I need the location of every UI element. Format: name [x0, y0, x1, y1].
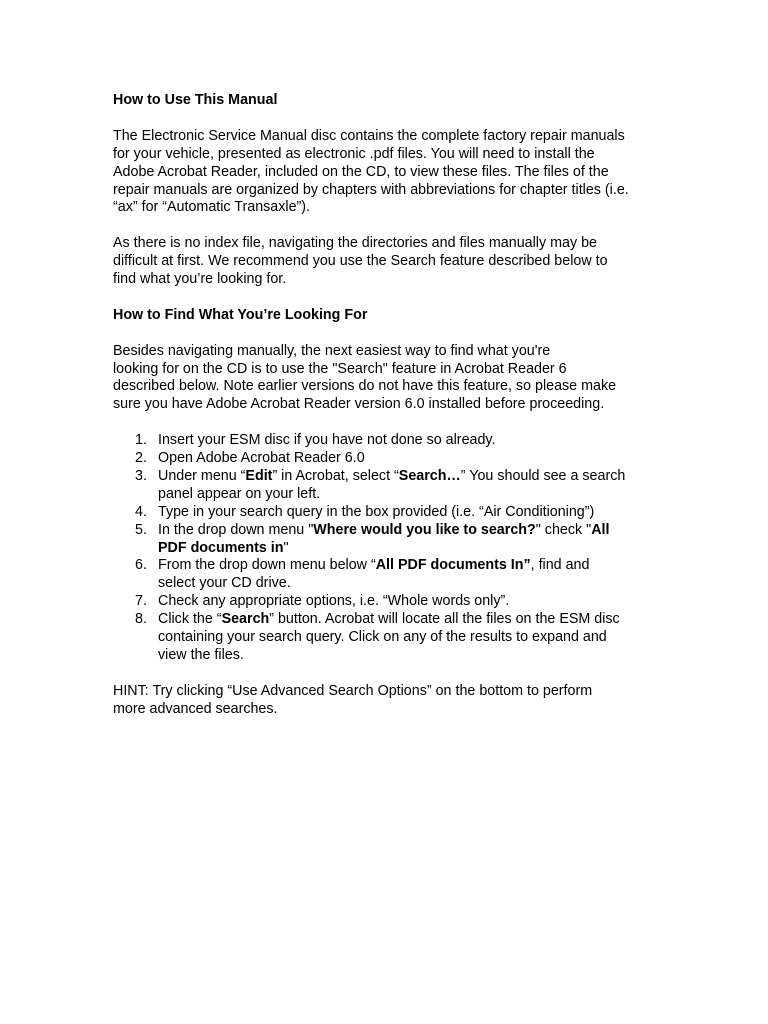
- all-pdf-term: All: [591, 521, 610, 538]
- list-number: 3.: [135, 467, 147, 484]
- list-number: 6.: [135, 557, 147, 574]
- list-item: [113, 504, 673, 522]
- text-line: described below. Note earlier versions do not have this feature, so please make: [113, 378, 617, 395]
- search-steps-list: [113, 432, 673, 665]
- text-line: sure you have Adobe Acrobat Reader version 6.0 installed before proceeding.: [113, 396, 605, 413]
- where-to-search-term: Where would you like to search?: [313, 521, 536, 538]
- step-text: select your CD drive.: [158, 575, 291, 592]
- all-pdf-term-cont: PDF documents in: [158, 539, 284, 556]
- step-text: Click the “Search” button. Acrobat will locate all the files on the ESM disc: [158, 611, 620, 628]
- search-menu-term: Search…: [398, 467, 461, 484]
- step-text: Under menu “Edit” in Acrobat, select “Search…” You should see a search: [158, 467, 626, 484]
- text-line: repair manuals are organized by chapters with abbreviations for chapter titles (i.e.: [113, 181, 629, 198]
- list-item: [113, 522, 673, 558]
- hint-paragraph: [113, 683, 673, 719]
- text-line: for your vehicle, presented as electronic .pdf files. You will need to install the: [113, 145, 595, 162]
- step-text: panel appear on your left.: [158, 485, 321, 502]
- step-text: Type in your search query in the box provided (i.e. “Air Conditioning”): [158, 503, 595, 520]
- search-button-term: Search: [221, 611, 270, 628]
- step-text: Open Adobe Acrobat Reader 6.0: [158, 450, 365, 467]
- heading-how-to-use: How to Use This Manual: [113, 92, 278, 108]
- index-paragraph: [113, 235, 673, 289]
- list-item: [113, 611, 673, 665]
- list-number: 4.: [135, 503, 147, 520]
- list-number: 7.: [135, 593, 147, 610]
- text-line: “ax” for “Automatic Transaxle”).: [113, 199, 311, 216]
- list-item: [113, 593, 673, 611]
- list-item: [113, 557, 673, 593]
- step-text: containing your search query. Click on any of the results to expand and: [158, 629, 607, 646]
- step-text: Check any appropriate options, i.e. “Whole words only”.: [158, 593, 510, 610]
- text-line: The Electronic Service Manual disc contains the complete factory repair manuals: [113, 127, 625, 144]
- heading-how-to-find: How to Find What You’re Looking For: [113, 306, 368, 323]
- text-line: As there is no index file, navigating the directories and files manually may be: [113, 235, 597, 252]
- text-line: looking for on the CD is to use the "Search" feature in Acrobat Reader 6: [113, 360, 567, 377]
- text-line: difficult at first. We recommend you use the Search feature described below to: [113, 253, 608, 270]
- text-line: find what you’re looking for.: [113, 271, 287, 288]
- step-text: Insert your ESM disc if you have not done so already.: [158, 432, 496, 449]
- step-text: From the drop down menu below “All PDF documents In”, find and: [158, 557, 590, 574]
- step-text: PDF documents in": [158, 539, 289, 556]
- list-item: [113, 432, 673, 450]
- text-line: Adobe Acrobat Reader, included on the CD, to view these files. The files of the: [113, 163, 609, 180]
- list-item: [113, 468, 673, 504]
- step-text: In the drop down menu "Where would you like to search?" check "All: [158, 521, 610, 538]
- list-number: 2.: [135, 450, 147, 467]
- edit-menu-term: Edit: [245, 467, 273, 484]
- document-body: [113, 92, 673, 719]
- list-item: [113, 450, 673, 468]
- list-number: 8.: [135, 611, 147, 628]
- text-line: more advanced searches.: [113, 700, 278, 717]
- search-intro-paragraph: [113, 343, 673, 415]
- all-pdf-in-term: All PDF documents In”: [375, 557, 531, 574]
- step-text: view the files.: [158, 647, 244, 664]
- text-line: HINT: Try clicking “Use Advanced Search Options” on the bottom to perform: [113, 682, 593, 699]
- list-number: 1.: [135, 432, 147, 449]
- list-number: 5.: [135, 521, 147, 538]
- text-line: Besides navigating manually, the next easiest way to find what you're: [113, 342, 551, 359]
- intro-paragraph: [113, 128, 673, 218]
